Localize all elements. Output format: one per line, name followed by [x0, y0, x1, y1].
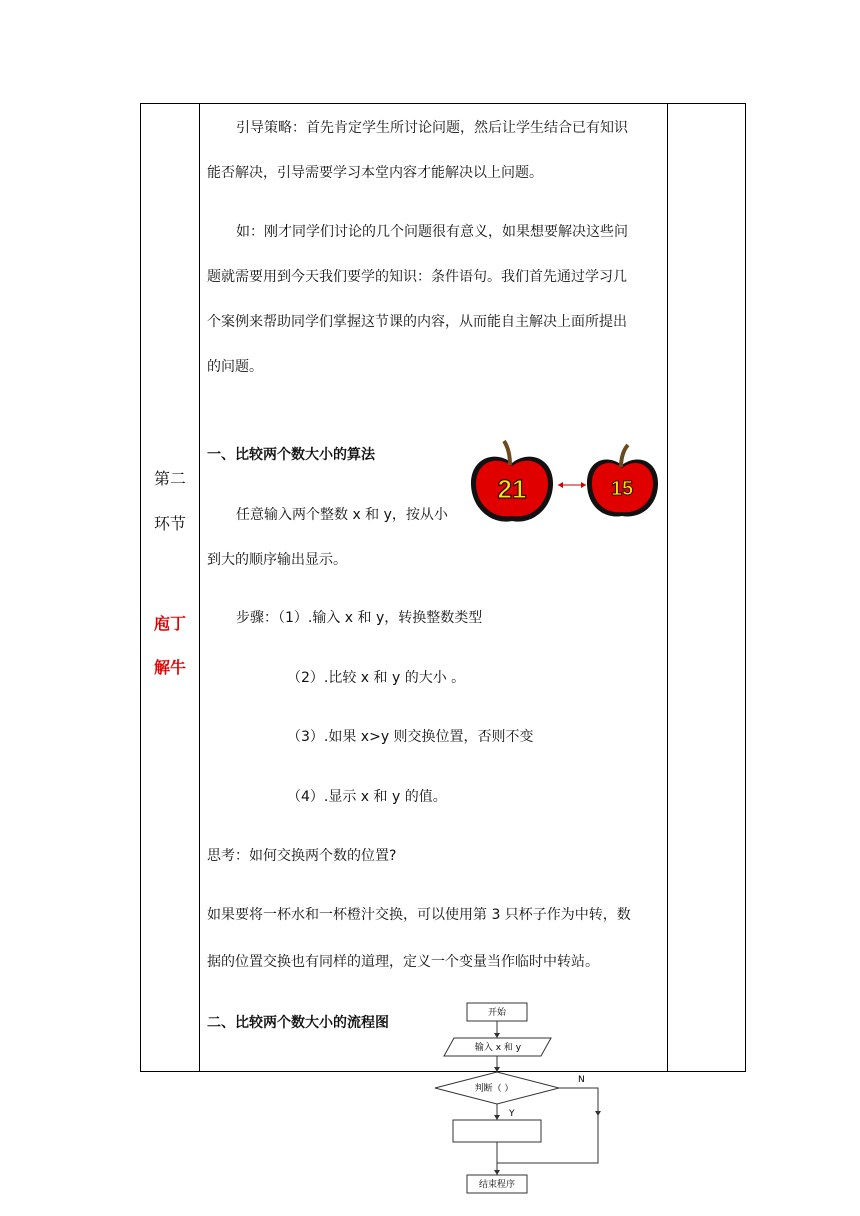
paragraph-example: 个案例来帮助同学们掌握这节课的内容，从而能自主解决上面所提出 — [207, 314, 627, 330]
flowchart-process — [453, 1120, 541, 1142]
flowchart-input-label: 输入 x 和 y — [474, 1043, 522, 1053]
lesson-table — [140, 103, 746, 1072]
step-item: （4）.显示 x 和 y 的值。 — [287, 789, 447, 805]
double-arrow-icon — [558, 482, 586, 488]
column-divider — [199, 104, 200, 1071]
section-heading: 一、比较两个数大小的算法 — [207, 447, 375, 463]
column-divider — [667, 104, 668, 1071]
flowchart-no-label: N — [578, 1075, 585, 1085]
stage-title: 解牛 — [153, 658, 186, 677]
apple-number: 21 — [497, 474, 527, 504]
paragraph-task: 到大的顺序输出显示。 — [207, 552, 347, 568]
paragraph-swap: 据的位置交换也有同样的道理，定义一个变量当作临时中转站。 — [207, 954, 599, 970]
apples-illustration — [466, 437, 666, 529]
stage-label: 环节 — [153, 514, 186, 533]
flowchart-end-label: 结束程序 — [478, 1180, 516, 1190]
paragraph-strategy: 能否解决，引导需要学习本堂内容才能解决以上问题。 — [207, 165, 543, 181]
section-heading: 二、比较两个数大小的流程图 — [207, 1015, 389, 1031]
paragraph-example: 的问题。 — [207, 359, 263, 375]
apple-number: 15 — [610, 478, 634, 500]
stage-label: 第二 — [153, 469, 186, 488]
think-question: 思考：如何交换两个数的位置? — [207, 848, 397, 864]
paragraph-swap: 如果要将一杯水和一杯橙汁交换，可以使用第 3 只杯子作为中转，数 — [207, 907, 631, 923]
flowchart-start-label: 开始 — [487, 1008, 507, 1018]
apple-icon — [471, 441, 553, 522]
flowchart-yes-label: Y — [509, 1109, 515, 1119]
apple-icon — [587, 445, 658, 516]
paragraph-strategy: 引导策略：首先肯定学生所讨论问题，然后让学生结合已有知识 — [236, 120, 628, 136]
flowchart-decision-label: 判断（ ） — [474, 1084, 514, 1094]
flowchart — [420, 996, 610, 1196]
step-item: （2）.比较 x 和 y 的大小 。 — [287, 670, 466, 686]
paragraph-example: 如：刚才同学们讨论的几个问题很有意义，如果想要解决这些问 — [236, 224, 628, 240]
step-item: （3）.如果 x>y 则交换位置，否则不变 — [287, 729, 534, 745]
stage-title: 庖丁 — [153, 614, 186, 633]
step-item: 步骤：（1）.输入 x 和 y，转换整数类型 — [236, 610, 483, 626]
paragraph-example: 题就需要用到今天我们要学的知识：条件语句。我们首先通过学习几 — [207, 269, 627, 285]
paragraph-task: 任意输入两个整数 x 和 y，按从小 — [236, 507, 448, 523]
